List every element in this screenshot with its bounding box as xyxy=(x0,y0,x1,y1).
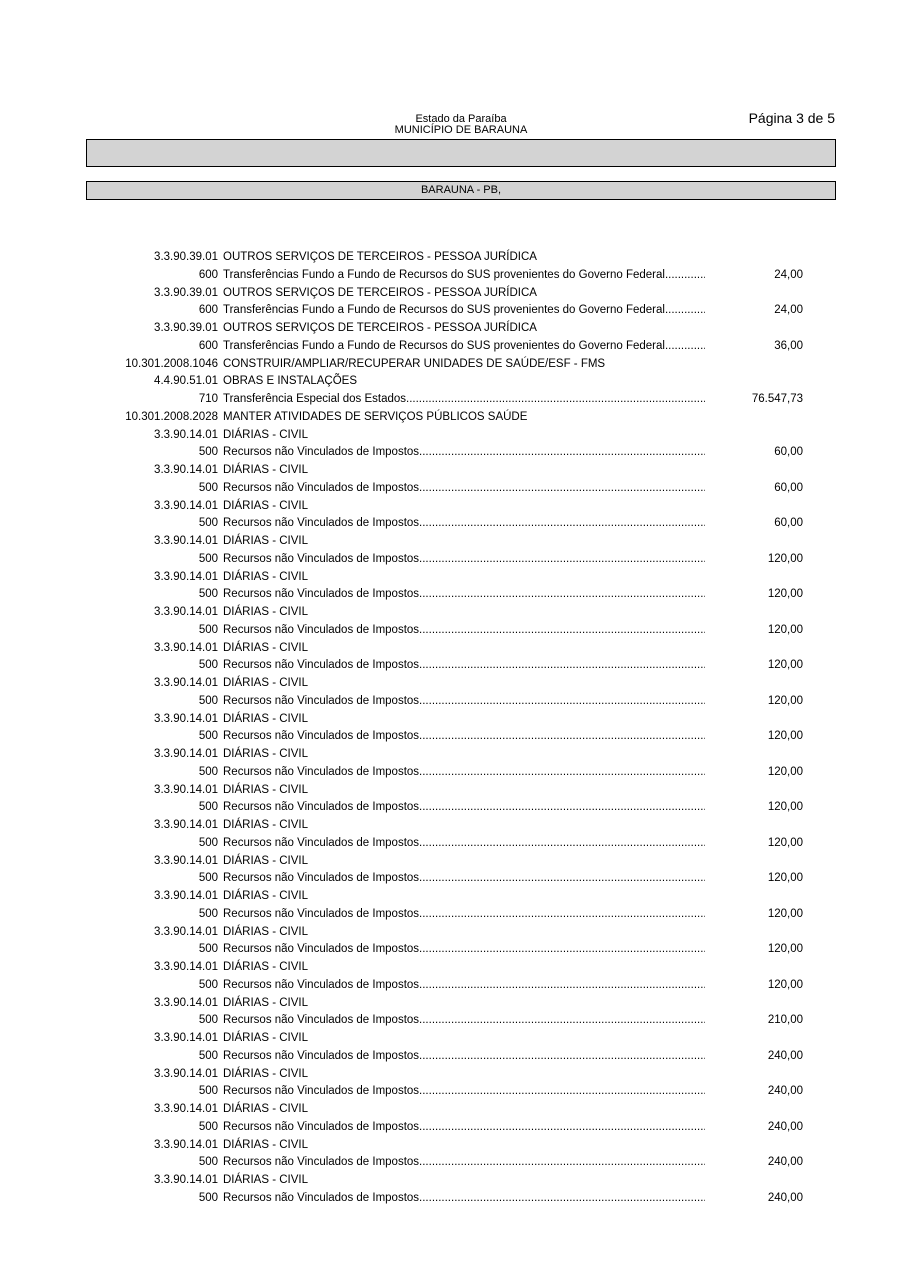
row-description: Recursos não Vinculados de Impostos xyxy=(223,801,420,814)
resource-row xyxy=(0,267,900,285)
row-description: DIÁRIAS - CIVIL xyxy=(223,819,308,831)
row-amount: 240,00 xyxy=(767,1191,803,1204)
row-description-leader xyxy=(223,941,705,959)
row-code: 3.3.90.14.01 xyxy=(154,1174,218,1186)
row-code: 3.3.90.14.01 xyxy=(154,996,218,1009)
row-description: DIÁRIAS - CIVIL xyxy=(223,606,308,618)
row-description: DIÁRIAS - CIVIL xyxy=(223,570,308,583)
row-description: Recursos não Vinculados de Impostos xyxy=(223,1156,420,1169)
element-row xyxy=(0,1137,900,1155)
element-row xyxy=(0,498,900,516)
row-code: 500 xyxy=(198,978,218,991)
row-description: Recursos não Vinculados de Impostos xyxy=(223,588,420,601)
resource-row xyxy=(0,693,900,711)
row-description-leader xyxy=(223,870,705,888)
row-amount: 120,00 xyxy=(767,588,803,601)
action-row xyxy=(0,356,900,374)
row-code: 500 xyxy=(198,943,218,956)
row-code: 500 xyxy=(198,872,218,885)
row-description: Transferências Fundo a Fundo de Recursos do SUS provenientes do Governo Federal xyxy=(223,304,665,317)
row-description: DIÁRIAS - CIVIL xyxy=(223,535,308,547)
dot-leader xyxy=(419,1154,705,1172)
element-row xyxy=(0,888,900,906)
dot-leader xyxy=(419,657,705,675)
row-description: Recursos não Vinculados de Impostos xyxy=(223,730,420,743)
row-description-leader xyxy=(223,338,705,356)
row-amount: 120,00 xyxy=(767,765,803,778)
dot-leader xyxy=(419,586,705,604)
row-description-leader xyxy=(223,391,705,409)
row-description-leader xyxy=(223,764,705,782)
resource-row xyxy=(0,480,900,498)
row-description: Transferências Fundo a Fundo de Recursos do SUS provenientes do Governo Federal xyxy=(223,339,665,352)
element-row xyxy=(0,320,900,338)
row-code: 3.3.90.39.01 xyxy=(154,251,218,263)
row-code: 600 xyxy=(198,268,218,281)
row-description: DIÁRIAS - CIVIL xyxy=(223,854,308,867)
row-description-leader xyxy=(223,1190,705,1208)
resource-row xyxy=(0,835,900,853)
row-amount: 60,00 xyxy=(774,481,803,494)
row-code: 600 xyxy=(198,304,218,317)
row-description: CONSTRUIR/AMPLIAR/RECUPERAR UNIDADES DE SAÚDE/ESF - FMS xyxy=(223,357,606,370)
element-row xyxy=(0,604,900,622)
row-code: 500 xyxy=(198,1085,218,1098)
row-code: 500 xyxy=(198,1191,218,1204)
row-description-leader xyxy=(223,657,705,675)
resource-row xyxy=(0,657,900,675)
row-description-leader xyxy=(223,551,705,569)
row-description: DIÁRIAS - CIVIL xyxy=(223,748,308,760)
row-description: Recursos não Vinculados de Impostos xyxy=(223,552,420,565)
resource-row xyxy=(0,586,900,604)
municipality-name: MUNICÍPIO DE BARAUNA xyxy=(394,124,528,136)
row-description: Recursos não Vinculados de Impostos xyxy=(223,943,420,956)
resource-row xyxy=(0,302,900,320)
row-code: 3.3.90.14.01 xyxy=(154,783,218,796)
row-description-leader xyxy=(223,444,705,462)
row-code: 3.3.90.14.01 xyxy=(154,464,218,476)
resource-row xyxy=(0,515,900,533)
row-description: Recursos não Vinculados de Impostos xyxy=(223,481,420,494)
header-gray-bar xyxy=(86,139,836,167)
dot-leader xyxy=(419,1083,705,1101)
row-description: Recursos não Vinculados de Impostos xyxy=(223,836,420,849)
row-amount: 120,00 xyxy=(767,730,803,743)
row-description-leader xyxy=(223,480,705,498)
resource-row xyxy=(0,622,900,640)
row-code: 500 xyxy=(198,446,218,459)
element-row xyxy=(0,959,900,977)
element-row xyxy=(0,285,900,303)
row-description: Recursos não Vinculados de Impostos xyxy=(223,694,420,707)
resource-row xyxy=(0,391,900,409)
budget-list xyxy=(0,249,900,1208)
resource-row xyxy=(0,906,900,924)
row-code: 3.3.90.14.01 xyxy=(154,712,218,725)
location-bar: BARAUNA - PB, xyxy=(86,181,836,200)
dot-leader xyxy=(419,764,705,782)
row-description: DIÁRIAS - CIVIL xyxy=(223,428,308,441)
row-description: DIÁRIAS - CIVIL xyxy=(223,641,308,654)
row-description: Recursos não Vinculados de Impostos xyxy=(223,1191,420,1204)
element-row xyxy=(0,995,900,1013)
row-code: 3.3.90.14.01 xyxy=(154,428,218,441)
row-amount: 24,00 xyxy=(774,304,803,317)
row-amount: 240,00 xyxy=(767,1120,803,1133)
element-row xyxy=(0,1101,900,1119)
row-code: 3.3.90.14.01 xyxy=(154,1032,218,1044)
resource-row xyxy=(0,1048,900,1066)
row-description: DIÁRIAS - CIVIL xyxy=(223,1138,308,1151)
row-code: 3.3.90.14.01 xyxy=(154,570,218,583)
row-description: Recursos não Vinculados de Impostos xyxy=(223,1120,420,1133)
row-description: DIÁRIAS - CIVIL xyxy=(223,712,308,725)
row-description: Recursos não Vinculados de Impostos xyxy=(223,623,420,636)
row-amount: 36,00 xyxy=(774,339,803,352)
row-description: OBRAS E INSTALAÇÕES xyxy=(223,375,357,388)
row-code: 3.3.90.39.01 xyxy=(154,286,218,299)
element-row xyxy=(0,462,900,480)
row-code: 500 xyxy=(198,1156,218,1169)
dot-leader xyxy=(419,480,705,498)
row-amount: 240,00 xyxy=(767,1049,803,1062)
row-code: 500 xyxy=(198,801,218,814)
row-description: OUTROS SERVIÇOS DE TERCEIROS - PESSOA JURÍDICA xyxy=(223,322,537,334)
row-amount: 120,00 xyxy=(767,659,803,672)
row-description: Recursos não Vinculados de Impostos xyxy=(223,446,420,459)
row-code: 500 xyxy=(198,481,218,494)
row-code: 3.3.90.14.01 xyxy=(154,535,218,547)
row-description: DIÁRIAS - CIVIL xyxy=(223,1174,308,1186)
row-description: OUTROS SERVIÇOS DE TERCEIROS - PESSOA JURÍDICA xyxy=(223,286,537,299)
row-amount: 76.547,73 xyxy=(751,393,803,405)
row-description-leader xyxy=(223,586,705,604)
row-description-leader xyxy=(223,906,705,924)
row-description-leader xyxy=(223,728,705,746)
resource-row xyxy=(0,551,900,569)
row-description: DIÁRIAS - CIVIL xyxy=(223,961,308,973)
row-code: 500 xyxy=(198,623,218,636)
row-amount: 210,00 xyxy=(767,1014,803,1027)
row-description: DIÁRIAS - CIVIL xyxy=(223,1103,308,1115)
row-code: 3.3.90.14.01 xyxy=(154,606,218,618)
row-description: DIÁRIAS - CIVIL xyxy=(223,996,308,1009)
row-description: Recursos não Vinculados de Impostos xyxy=(223,1049,420,1062)
row-description-leader xyxy=(223,693,705,711)
row-code: 500 xyxy=(198,694,218,707)
row-code: 3.3.90.14.01 xyxy=(154,1138,218,1151)
element-row xyxy=(0,924,900,942)
row-amount: 24,00 xyxy=(774,268,803,281)
row-description-leader xyxy=(223,515,705,533)
resource-row xyxy=(0,1083,900,1101)
row-code: 710 xyxy=(198,393,218,405)
row-description: Recursos não Vinculados de Impostos xyxy=(223,978,420,991)
row-description: Recursos não Vinculados de Impostos xyxy=(223,765,420,778)
row-description-leader xyxy=(223,835,705,853)
dot-leader xyxy=(419,444,705,462)
row-description: DIÁRIAS - CIVIL xyxy=(223,464,308,476)
row-code: 3.3.90.14.01 xyxy=(154,890,218,902)
action-row xyxy=(0,409,900,427)
row-description: OUTROS SERVIÇOS DE TERCEIROS - PESSOA JURÍDICA xyxy=(223,251,537,263)
row-description-leader xyxy=(223,267,705,285)
state-name: Estado da Paraíba xyxy=(415,113,507,125)
row-code: 500 xyxy=(198,730,218,743)
row-description: DIÁRIAS - CIVIL xyxy=(223,1032,308,1044)
row-amount: 240,00 xyxy=(767,1085,803,1098)
row-description-leader xyxy=(223,977,705,995)
element-row xyxy=(0,249,900,267)
dot-leader xyxy=(419,622,705,640)
dot-leader xyxy=(419,1012,705,1030)
row-amount: 120,00 xyxy=(767,872,803,885)
element-row xyxy=(0,1172,900,1190)
row-amount: 120,00 xyxy=(767,801,803,814)
element-row xyxy=(0,1030,900,1048)
row-amount: 120,00 xyxy=(767,694,803,707)
resource-row xyxy=(0,728,900,746)
row-code: 3.3.90.14.01 xyxy=(154,748,218,760)
row-description: MANTER ATIVIDADES DE SERVIÇOS PÚBLICOS SAÚDE xyxy=(223,410,528,423)
row-description-leader xyxy=(223,799,705,817)
row-description-leader xyxy=(223,1119,705,1137)
resource-row xyxy=(0,977,900,995)
row-description: DIÁRIAS - CIVIL xyxy=(223,499,308,512)
row-code: 3.3.90.14.01 xyxy=(154,499,218,512)
row-description-leader xyxy=(223,1048,705,1066)
row-code: 600 xyxy=(198,339,218,352)
row-code: 10.301.2008.2028 xyxy=(125,410,218,423)
resource-row xyxy=(0,1012,900,1030)
page-number: Página 3 de 5 xyxy=(748,110,835,126)
row-description: DIÁRIAS - CIVIL xyxy=(223,783,308,796)
row-code: 500 xyxy=(198,517,218,530)
row-description: Recursos não Vinculados de Impostos xyxy=(223,659,420,672)
row-code: 500 xyxy=(198,765,218,778)
dot-leader xyxy=(665,338,705,356)
dot-leader xyxy=(419,551,705,569)
row-code: 3.3.90.14.01 xyxy=(154,1067,218,1080)
dot-leader xyxy=(419,906,705,924)
row-code: 3.3.90.14.01 xyxy=(154,677,218,689)
row-description: Transferências Fundo a Fundo de Recursos do SUS provenientes do Governo Federal xyxy=(223,268,665,281)
resource-row xyxy=(0,444,900,462)
element-row xyxy=(0,569,900,587)
element-row xyxy=(0,1066,900,1084)
row-code: 3.3.90.39.01 xyxy=(154,322,218,334)
row-description-leader xyxy=(223,1083,705,1101)
resource-row xyxy=(0,941,900,959)
element-row xyxy=(0,427,900,445)
row-description-leader xyxy=(223,302,705,320)
row-description-leader xyxy=(223,1012,705,1030)
row-code: 10.301.2008.1046 xyxy=(125,357,218,370)
row-code: 3.3.90.14.01 xyxy=(154,1103,218,1115)
resource-row xyxy=(0,1190,900,1208)
element-row xyxy=(0,817,900,835)
row-amount: 120,00 xyxy=(767,978,803,991)
dot-leader xyxy=(419,693,705,711)
dot-leader xyxy=(419,870,705,888)
row-description: Transferência Especial dos Estados xyxy=(223,393,407,405)
element-row xyxy=(0,782,900,800)
resource-row xyxy=(0,870,900,888)
element-row xyxy=(0,533,900,551)
dot-leader xyxy=(419,1048,705,1066)
row-code: 3.3.90.14.01 xyxy=(154,854,218,867)
element-row xyxy=(0,373,900,391)
row-code: 500 xyxy=(198,836,218,849)
dot-leader xyxy=(419,1190,705,1208)
row-amount: 120,00 xyxy=(767,623,803,636)
row-code: 500 xyxy=(198,552,218,565)
row-description: DIÁRIAS - CIVIL xyxy=(223,1067,308,1080)
element-row xyxy=(0,640,900,658)
resource-row xyxy=(0,764,900,782)
element-row xyxy=(0,746,900,764)
dot-leader xyxy=(419,799,705,817)
row-amount: 240,00 xyxy=(767,1156,803,1169)
row-amount: 120,00 xyxy=(767,552,803,565)
row-code: 3.3.90.14.01 xyxy=(154,819,218,831)
element-row xyxy=(0,853,900,871)
resource-row xyxy=(0,1154,900,1172)
row-description: Recursos não Vinculados de Impostos xyxy=(223,1085,420,1098)
dot-leader xyxy=(419,728,705,746)
row-amount: 60,00 xyxy=(774,446,803,459)
row-code: 500 xyxy=(198,588,218,601)
row-code: 500 xyxy=(198,1049,218,1062)
dot-leader xyxy=(419,515,705,533)
dot-leader xyxy=(419,835,705,853)
dot-leader xyxy=(665,267,705,285)
row-code: 500 xyxy=(198,1014,218,1027)
row-description: Recursos não Vinculados de Impostos xyxy=(223,907,420,920)
element-row xyxy=(0,711,900,729)
row-amount: 120,00 xyxy=(767,943,803,956)
row-code: 500 xyxy=(198,907,218,920)
row-description: Recursos não Vinculados de Impostos xyxy=(223,1014,420,1027)
row-code: 3.3.90.14.01 xyxy=(154,925,218,938)
row-description-leader xyxy=(223,1154,705,1172)
row-description: Recursos não Vinculados de Impostos xyxy=(223,872,420,885)
row-description: DIÁRIAS - CIVIL xyxy=(223,677,308,689)
row-code: 3.3.90.14.01 xyxy=(154,961,218,973)
row-code: 500 xyxy=(198,1120,218,1133)
row-description: DIÁRIAS - CIVIL xyxy=(223,925,308,938)
dot-leader xyxy=(419,941,705,959)
row-amount: 60,00 xyxy=(774,517,803,530)
dot-leader xyxy=(419,977,705,995)
resource-row xyxy=(0,338,900,356)
resource-row xyxy=(0,799,900,817)
row-code: 3.3.90.14.01 xyxy=(154,641,218,654)
row-description: DIÁRIAS - CIVIL xyxy=(223,890,308,902)
row-description-leader xyxy=(223,622,705,640)
row-description: Recursos não Vinculados de Impostos xyxy=(223,517,420,530)
row-code: 4.4.90.51.01 xyxy=(154,375,218,388)
row-amount: 120,00 xyxy=(767,836,803,849)
resource-row xyxy=(0,1119,900,1137)
dot-leader xyxy=(406,391,705,409)
element-row xyxy=(0,675,900,693)
dot-leader xyxy=(419,1119,705,1137)
dot-leader xyxy=(665,302,705,320)
row-amount: 120,00 xyxy=(767,907,803,920)
row-code: 500 xyxy=(198,659,218,672)
